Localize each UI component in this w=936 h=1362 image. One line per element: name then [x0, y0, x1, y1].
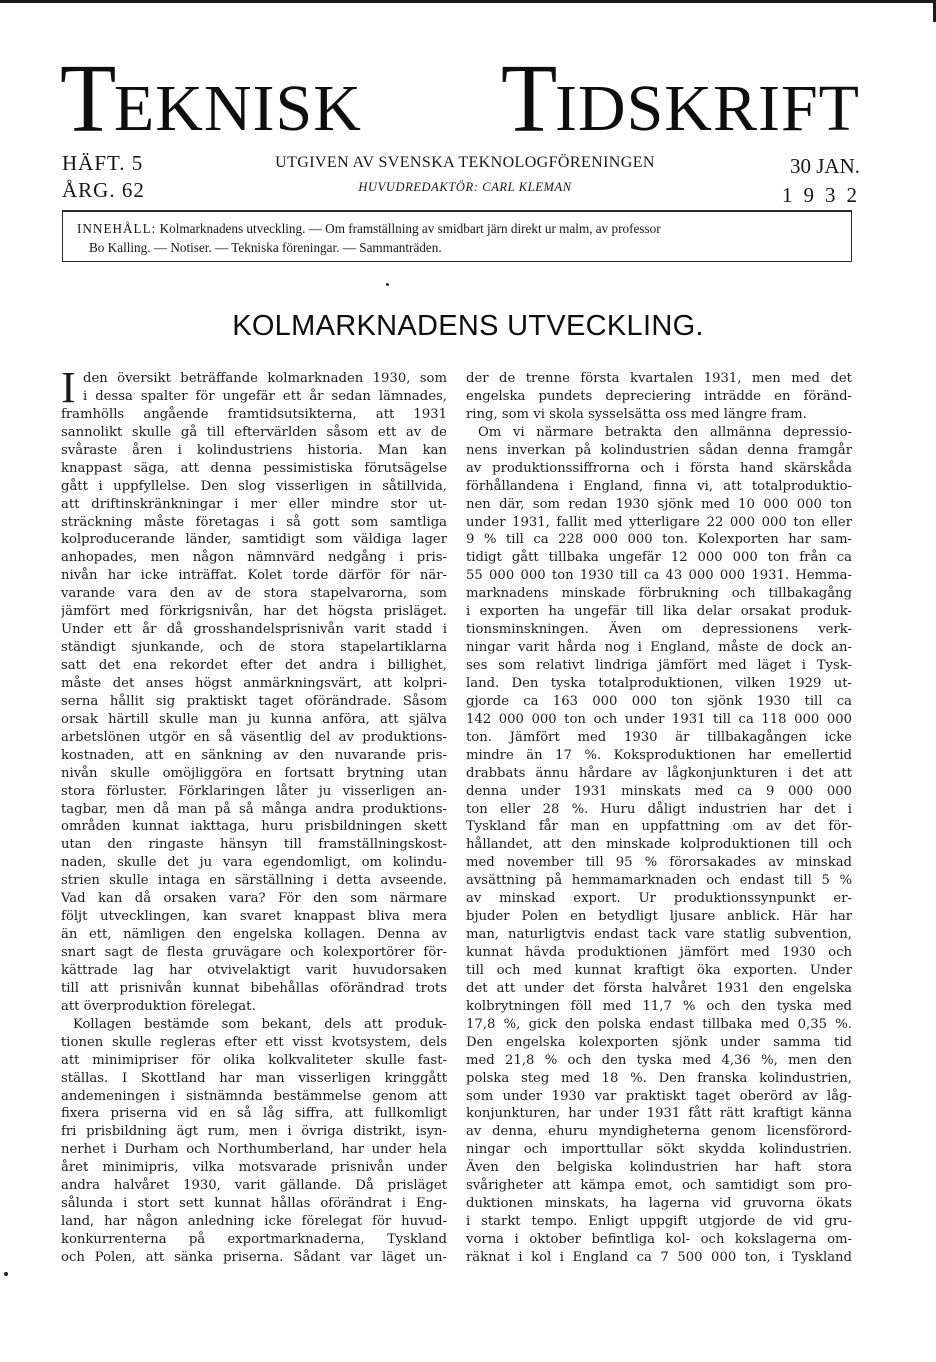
text-line: denna under 1931 minskats med ca 9 000 000: [466, 783, 852, 799]
masthead-word-tidskrift: [501, 45, 860, 153]
text-line: ton. Jämfört med 1930 är tillbakagången icke: [466, 729, 852, 745]
text-line: tagbar, men då man på så många andra produktions-: [61, 801, 447, 817]
text-line: svåraste åren i kolindustriens historia. Man kan: [61, 442, 447, 458]
text-line: anhopades, men någon nämnvärd nedgång i pris-: [61, 550, 447, 566]
text-line: konjunkturen, har under 1931 fått rätt kraftigt känna: [466, 1106, 852, 1122]
text-line: följt utvecklingen, kan svaret knappast bliva mera: [61, 909, 447, 925]
text-line: Kollagen bestämde som bekant, dels att produk-: [73, 1016, 447, 1032]
text-line: ses som relativt lindriga jämfört med läget i Tysk-: [466, 658, 852, 673]
text-line: sålunda i stort sett kunnat hållas oförändrat i Eng-: [61, 1196, 447, 1212]
text-line: gått i uppfyllelse. Den slog visserligen in såtillvida,: [61, 478, 447, 494]
masthead-initial: T: [501, 45, 558, 153]
text-line: nivån skulle omöjliggöra en fortsatt brytning utan: [61, 765, 447, 781]
volume-number: ÅRG. 62: [62, 178, 145, 202]
text-line: polska steg med 18 %. Den franska kolindustrien,: [466, 1070, 852, 1086]
issue-date: 30 JAN.: [789, 154, 860, 178]
masthead-initial: T: [60, 45, 117, 153]
text-line: vorna i oktober befintliga kol- och kokslagerna om-: [466, 1232, 852, 1247]
masthead-word-teknisk: [60, 45, 362, 153]
article-column-left: [61, 363, 447, 1267]
text-line: engelska pundets depreciering inträdde en föränd-: [466, 388, 852, 404]
text-line: av minskad export. Ur produktionssynpunkt er-: [466, 891, 852, 907]
text-line: ningar och importtullar sökt skydda kolindustrien.: [466, 1142, 852, 1158]
contents-line: Bo Kalling. — Notiser. — Tekniska föreningar. — Sammanträden.: [89, 240, 442, 255]
text-line: i dessa spalter för ungefär ett år sedan lämnades,: [83, 388, 447, 404]
text-line: andra halvåret 1930, varit gällande. Då prisläget: [61, 1178, 447, 1194]
text-line: ring, som vi skola sysselsätta oss med längre fram.: [466, 406, 807, 422]
issue-year: 1932: [782, 183, 868, 207]
issue-number: HÄFT. 5: [62, 151, 144, 175]
text-line: duktionen minskats, ha lagerna vid gruvorna ökats: [466, 1196, 852, 1212]
text-line: varande vara den av de stora stapelvarorna, som: [61, 586, 447, 602]
text-line: det att under det första halvåret 1931 den engelska: [466, 980, 852, 996]
text-line: året minimipris, vilka motsvarade prisnivån under: [61, 1160, 447, 1176]
text-line: naden, skulle det ju vara egendomligt, om kolindu-: [61, 855, 447, 871]
issue-date-block: [740, 152, 868, 210]
masthead: [60, 42, 860, 153]
text-line: ständigt sjunkande, och de stora stapelartiklarna: [61, 640, 447, 656]
text-line: räknat i kol i England ca 7 500 000 ton, i Tyskland: [466, 1249, 852, 1265]
contents-text: Kolmarknadens utveckling. — Om framställning av smidbart järn direkt ur malm, av professor: [159, 221, 661, 236]
text-line: utan den ringaste hänsyn till framställningskost-: [61, 837, 447, 853]
text-line: områden kunnat iakttaga, huru prisbildningen skett: [61, 819, 447, 835]
text-line: framhölls angående framtidsutsikterna, att 1931: [61, 406, 447, 422]
text-line: nen där, som redan 1930 sjönk med 10 000 000 ton: [466, 496, 852, 512]
text-line: mindre än 17 %. Koksproduktionen har emellertid: [466, 747, 852, 763]
text-line: satt det ena rekordet efter det andra i billighet,: [61, 658, 447, 673]
text-line: avsättning på hemmamarknaden och endast till 5 %: [466, 873, 852, 889]
text-line: att minimipriser för olika kolkvaliteter skulle fast-: [61, 1052, 447, 1068]
text-line: Under ett år då grosshandelsprisnivån varit stadd i: [61, 622, 447, 638]
text-line: knappast säga, att denna pessimistiska förutsägelse: [61, 460, 447, 476]
text-line: 17,8 %, gick den polska endast tillbaka med 0,35 %.: [466, 1016, 852, 1032]
text-line: arbetslönen utgör en så väsentlig del av produktions-: [61, 729, 447, 745]
text-line: bjuder Polen en betydligt ljusare anblick. Här har: [466, 909, 852, 925]
text-line: i starkt tempo. Enligt uppgift utgjorde de vid gru-: [466, 1214, 852, 1230]
text-line: kolproducerande länder, samtidigt som väldiga lager: [61, 532, 447, 548]
text-line: Tyskland får man en uppfattning om av det för-: [466, 819, 852, 835]
text-line: orsak härtill skulle man ju kunna anföra, att själva: [61, 711, 447, 727]
text-line: att överproduktion förelegat.: [61, 998, 256, 1014]
text-line: land, har någon anledning icke förelegat för huvud-: [61, 1214, 447, 1230]
article-column-right: [466, 370, 852, 1267]
text-line: den översikt beträffande kolmarknaden 1930, som: [83, 371, 447, 386]
text-line: fixera priserna vid en så låg siffra, att fullkomligt: [61, 1106, 447, 1122]
text-line: svårigheter att kämpa emot, och samtidigt som pro-: [466, 1178, 852, 1194]
text-line: andemeningen i sistnämnda bestämmelse genom att: [61, 1088, 447, 1104]
issue-number-block: [62, 150, 202, 204]
text-line: tionsminskningen. Även om depressionens verk-: [466, 622, 852, 638]
text-line: som under 1930 var praktiskt taget oberörd av låg-: [466, 1088, 852, 1104]
text-line: Även den belgiska kolindustrien har haft stora: [466, 1160, 852, 1176]
article-title: KOLMARKNADENS UTVECKLING.: [232, 310, 704, 342]
text-line: under 1931, fallit med ytterligare 22 000 000 ton eller: [466, 514, 852, 530]
scan-speck: [386, 283, 389, 286]
scan-edge-top: [0, 0, 936, 3]
text-line: tionen skulle regleras efter ett visst kvotsystem, dels: [61, 1034, 447, 1050]
text-line: ningar varit hårda nog i England, måste de dock an-: [466, 640, 852, 656]
text-line: marknadens minskade förbrukning och tillbakagång: [466, 586, 852, 602]
editor-in-chief: HUVUDREDAKTÖR: CARL KLEMAN: [358, 180, 572, 194]
publisher-block: [230, 154, 700, 195]
text-line: och Polen, att sänka priserna. Sådant var läget un-: [61, 1249, 447, 1265]
contents-label: INNEHÅLL:: [77, 221, 157, 236]
text-line: nerhet i Durham och Northumberland, har under hela: [61, 1142, 447, 1158]
text-line: der de trenne första kvartalen 1931, men med det: [466, 371, 852, 386]
text-line: med 21,8 % och den tyska med 4,36 %, men den: [466, 1052, 852, 1068]
text-line: hållandet, att den minskade kolproduktionen till och: [466, 837, 852, 853]
text-line: fri prisbildning ägt rum, men i övriga distrikt, isyn-: [61, 1124, 447, 1140]
text-line: nivån har icke inträffat. Kolet torde därför för när-: [61, 568, 447, 584]
text-line: måste det anses högst anmärkningsvärt, att kolpri-: [61, 675, 447, 691]
text-line: Om vi närmare betrakta den allmänna depressio-: [478, 424, 852, 440]
text-line: stora förluster. Förklaringen låter ju visserligen an-: [61, 783, 447, 799]
text-line: konkurrenterna på exportmarknaderna, Tyskland: [61, 1232, 447, 1247]
publisher: UTGIVEN AV SVENSKA TEKNOLOGFÖRENINGEN: [275, 154, 655, 171]
text-line: till och med kunnat kraftigt öka exporten. Under: [466, 962, 852, 978]
text-line: ton eller 28 %. Huru dåligt industrien har det i: [466, 801, 852, 817]
text-line: 142 000 000 ton och under 1931 till ca 118 000 000: [466, 711, 852, 727]
text-line: av produktionssiffrorna och i första hand skärskåda: [466, 460, 852, 476]
text-line: tidigt gått tillbaka ungefär 12 000 000 ton från ca: [466, 550, 852, 566]
text-line: serna hållit sig praktiskt taget oförändrade. Såsom: [61, 693, 447, 709]
text-line: med november till 95 % förorsakades av minskad: [466, 855, 852, 871]
text-line: att driftinskränkningar i mer eller mindre stor ut-: [61, 496, 447, 512]
text-line: till att prisnivån kunnat bibehållas oförändrad trots: [61, 980, 447, 996]
text-line: av denna, ehuru myndigheterna genom licensförord-: [466, 1124, 852, 1140]
text-line: kostnaden, att en sänkning av den nuvarande pris-: [61, 747, 447, 763]
text-line: Den engelska kolexporten sjönk under samma tid: [466, 1034, 852, 1050]
text-line: i exporten ha ungefär till lika delar orsakat produk-: [466, 604, 852, 620]
text-line: man, naturligtvis endast tack vare statlig subvention,: [466, 927, 852, 943]
text-line: sannolikt skulle gå till eftervärlden såsom ett av de: [61, 424, 447, 440]
text-line: Vad kan då orsaken vara? För den som närmare: [61, 891, 447, 907]
text-line: ställas. I Skottland har man visserligen kringgått: [61, 1070, 447, 1086]
text-line: strien skulle intaga en särställning i detta avseende.: [61, 873, 447, 889]
text-line: drabbats ännu hårdare av lågkonjunkturen i det att: [466, 765, 852, 781]
text-line: snart sagt de flesta gruvägare och kolexportörer för-: [61, 945, 447, 960]
table-of-contents: [62, 210, 852, 262]
text-line: kättrade lag har otvivelaktigt varit huvudorsaken: [61, 962, 447, 978]
text-line: kolbrytningen föll med 11,7 % och den tyska med: [466, 998, 852, 1014]
masthead-rest: IDSKRIFT: [554, 72, 860, 145]
text-line: jämfört med förkrigsnivån, har det högsta prisläget.: [61, 604, 447, 620]
text-line: 9 % till ca 228 000 000 ton. Kolexporten har sam-: [466, 532, 852, 548]
text-line: gjorde ca 163 000 000 ton sjönk 1930 till ca: [466, 693, 852, 709]
text-line: sträckning måste företagas i så gott som samtliga: [61, 514, 447, 530]
contents-line: [77, 219, 841, 238]
text-line: land. Den tyska totalproduktionen, vilken 1929 ut-: [466, 675, 852, 691]
drop-cap: I: [61, 363, 76, 412]
text-line: kunnat hävda produktionen jämfört med 1930 och: [466, 945, 852, 960]
text-line: nens inverkan på kolindustrien sådan denna framgår: [466, 442, 852, 458]
text-line: förhållandena i England, finna vi, att totalproduktio-: [466, 478, 852, 494]
text-line: 55 000 000 ton 1930 till ca 43 000 000 1931. Hemma-: [466, 568, 852, 584]
text-line: än ett, nämligen den engelska kollagen. Denna av: [61, 927, 447, 943]
scan-speck: [4, 1272, 8, 1276]
masthead-rest: EKNISK: [113, 72, 362, 145]
